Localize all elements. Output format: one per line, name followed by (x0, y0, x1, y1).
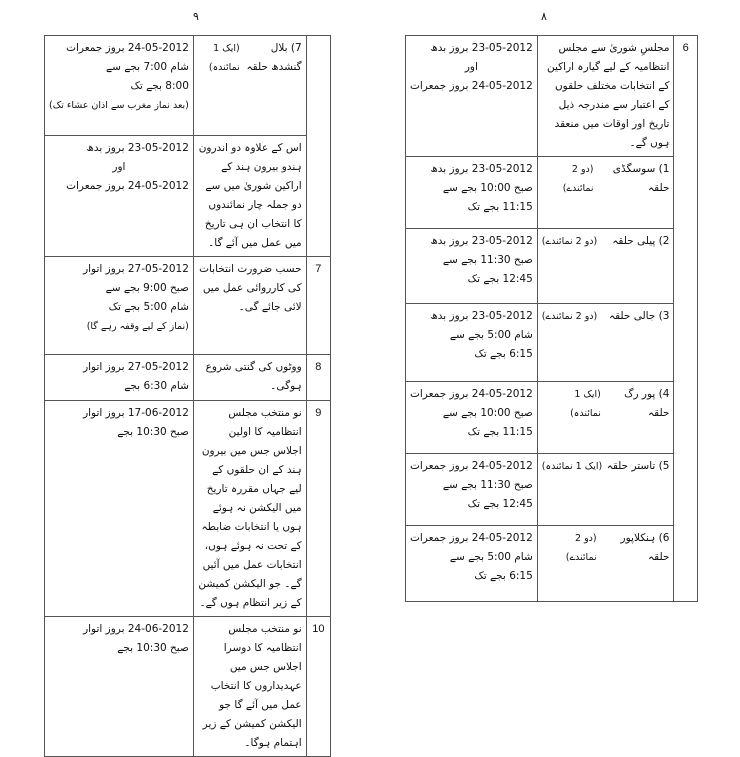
date-line: 27-05-2012 بروز اتوار (83, 263, 189, 275)
row-description (537, 36, 674, 157)
table-row (45, 136, 331, 257)
halqa-cell (537, 304, 674, 382)
halqa-cell (537, 382, 674, 454)
time-line: شام 5:00 بجے سے (449, 329, 533, 341)
time-line: صبح 10:00 بجے سے (442, 182, 533, 194)
date-time-cell (45, 401, 194, 617)
page-number-left: ۹ (193, 10, 199, 23)
table-row (406, 157, 698, 229)
halqa-cell (537, 229, 674, 304)
time-line: 12:45 بجے تک (467, 498, 533, 510)
row-number: 9 (306, 401, 330, 617)
halqa-seats: (دو 2 نمائندے) (541, 236, 598, 247)
halqa-cell (537, 526, 674, 602)
time-line: 6:15 بجے تک (474, 570, 533, 582)
date-time-cell (406, 382, 538, 454)
table-row (45, 355, 331, 401)
halqa-name: 6) ہنکلاپور حلقہ (620, 532, 670, 563)
row-number: 7 (306, 257, 330, 355)
table-row (406, 304, 698, 382)
table-row (45, 401, 331, 617)
halqa-name: 5) تاستر حلقہ (606, 460, 670, 472)
date-time-cell (45, 136, 194, 257)
date-time-cell (45, 355, 194, 401)
date-line: 23-05-2012 بروز بدھ (430, 42, 533, 54)
date-time-cell (406, 304, 538, 382)
row-description: نو منتخب مجلس انتظامیہ کا اولین اجلاس جس میں بیرون ہند کے ان حلقوں کے لیے جہاں مقررہ تاریخ میں الیکشن نہ ہوئے ہوں یا انتخابات ضابطہ کے تحت نہ ہوئے ہوں، انتخابات عمل میں آئیں گے۔ جو الیکشن کمیشن کے زیر انتظام ہوں گے۔ (193, 401, 306, 617)
time-line: صبح 10:30 بجے (117, 426, 189, 438)
row-number (306, 36, 330, 257)
time-line: 11:15 بجے تک (467, 426, 533, 438)
date-line: 24-05-2012 بروز جمعرات (410, 80, 533, 92)
date-time-cell (406, 526, 538, 602)
date-time-cell (406, 229, 538, 304)
time-line: شام 7:00 بجے سے (105, 61, 189, 73)
row-description: اس کے علاوہ دو اندرون ہندو بیرون ہند کے اراکین شوریٰ میں سے دو جملہ چار نمائندوں کا انتخاب ان ہی تاریخ میں عمل میں آئے گا۔ (193, 136, 306, 257)
date-time-cell (406, 36, 538, 157)
halqa-cell (537, 454, 674, 526)
row-number: 6 (674, 36, 698, 602)
date-time-cell (45, 617, 194, 757)
date-line: اور (112, 161, 126, 173)
date-line: 24-05-2012 بروز جمعرات (410, 532, 533, 544)
time-line: صبح 9:00 بجے سے (105, 282, 189, 294)
halqa-name: 2) پیلی حلقہ (612, 235, 670, 247)
time-line: 12:45 بجے تک (467, 273, 533, 285)
table-row (406, 229, 698, 304)
halqa-name: 3) جالی حلقہ (608, 310, 670, 322)
note-line: (بعد نماز مغرب سے اذان عشاء تک) (49, 100, 189, 111)
date-line: 24-05-2012 بروز جمعرات (410, 388, 533, 400)
halqa-name: 1) سوسگڈی حلقہ (612, 163, 670, 194)
halqa-seats: (ایک 1 نمائندہ) (208, 43, 240, 73)
halqa-name: 7) بلال گنشدھ حلقہ (246, 42, 302, 73)
date-line: 24-05-2012 بروز جمعرات (66, 42, 189, 54)
date-line: اور (464, 61, 478, 73)
date-line: 27-05-2012 بروز اتوار (83, 361, 189, 373)
halqa-seats: (دو 2 نمائندے) (541, 311, 598, 322)
date-time-cell (45, 257, 194, 355)
time-line: 6:15 بجے تک (474, 348, 533, 360)
time-line: صبح 11:30 بجے سے (442, 254, 533, 266)
date-line: 23-05-2012 بروز بدھ (86, 142, 189, 154)
date-line: 23-05-2012 بروز بدھ (430, 235, 533, 247)
time-line: شام 5:00 بجے سے (449, 551, 533, 563)
table-row (45, 257, 331, 355)
table-row (45, 617, 331, 757)
time-line: 11:15 بجے تک (467, 201, 533, 213)
halqa-cell (537, 157, 674, 229)
election-schedule-table-right (405, 35, 698, 602)
table-row (406, 382, 698, 454)
halqa-cell (193, 36, 306, 136)
date-line: 24-05-2012 بروز جمعرات (66, 180, 189, 192)
halqa-seats: (دو 2 نمائندے) (562, 164, 594, 194)
row-description: ووٹوں کی گنتی شروع ہوگی۔ (193, 355, 306, 401)
time-line: 8:00 بجے تک (130, 80, 189, 92)
date-line: 24-06-2012 بروز اتوار (83, 623, 189, 635)
page-number-right: ۸ (541, 10, 547, 23)
halqa-seats: (دو 2 نمائندے) (565, 533, 597, 563)
date-time-cell (406, 157, 538, 229)
halqa-name: 4) پور رگ حلقہ (624, 388, 670, 419)
election-schedule-table-left (44, 35, 331, 757)
table-row (406, 36, 698, 157)
row-description: حسب ضرورت انتخابات کی کارروائی عمل میں لائی جائے گی۔ (193, 257, 306, 355)
table-row (406, 454, 698, 526)
date-line: 23-05-2012 بروز بدھ (430, 163, 533, 175)
date-time-cell (45, 36, 194, 136)
time-line: صبح 10:30 بجے (117, 642, 189, 654)
table-row (406, 526, 698, 602)
date-time-cell (406, 454, 538, 526)
halqa-seats: (ایک 1 نمائندہ) (541, 461, 603, 472)
date-line: 23-05-2012 بروز بدھ (430, 310, 533, 322)
halqa-seats: (ایک 1 نمائندہ) (570, 389, 601, 419)
time-line: صبح 11:30 بجے سے (442, 479, 533, 491)
row-description: نو منتخب مجلس انتظامیہ کا دوسرا اجلاس جس میں عہدیداروں کا انتخاب عمل میں آئے گا جو الیکشن کمیشن کے زیر اہتمام ہوگا۔ (193, 617, 306, 757)
time-line: صبح 10:00 بجے سے (442, 407, 533, 419)
description-text: مجلسِ شوریٰ سے مجلس انتظامیہ کے لیے گیارہ اراکین کے انتخابات مختلف حلقوں کے اعتبار سے مندرجہ ذیل تاریخ اور اوقات میں منعقد ہوں گے۔ (547, 42, 670, 149)
row-number: 8 (306, 355, 330, 401)
time-line: شام 6:30 بجے (124, 380, 189, 392)
time-line: شام 5:00 بجے تک (108, 301, 189, 313)
row-number: 10 (306, 617, 330, 757)
note-line: (نماز کے لیے وقفہ رہے گا) (86, 321, 189, 332)
date-line: 24-05-2012 بروز جمعرات (410, 460, 533, 472)
date-line: 17-06-2012 بروز اتوار (83, 407, 189, 419)
table-row (45, 36, 331, 136)
